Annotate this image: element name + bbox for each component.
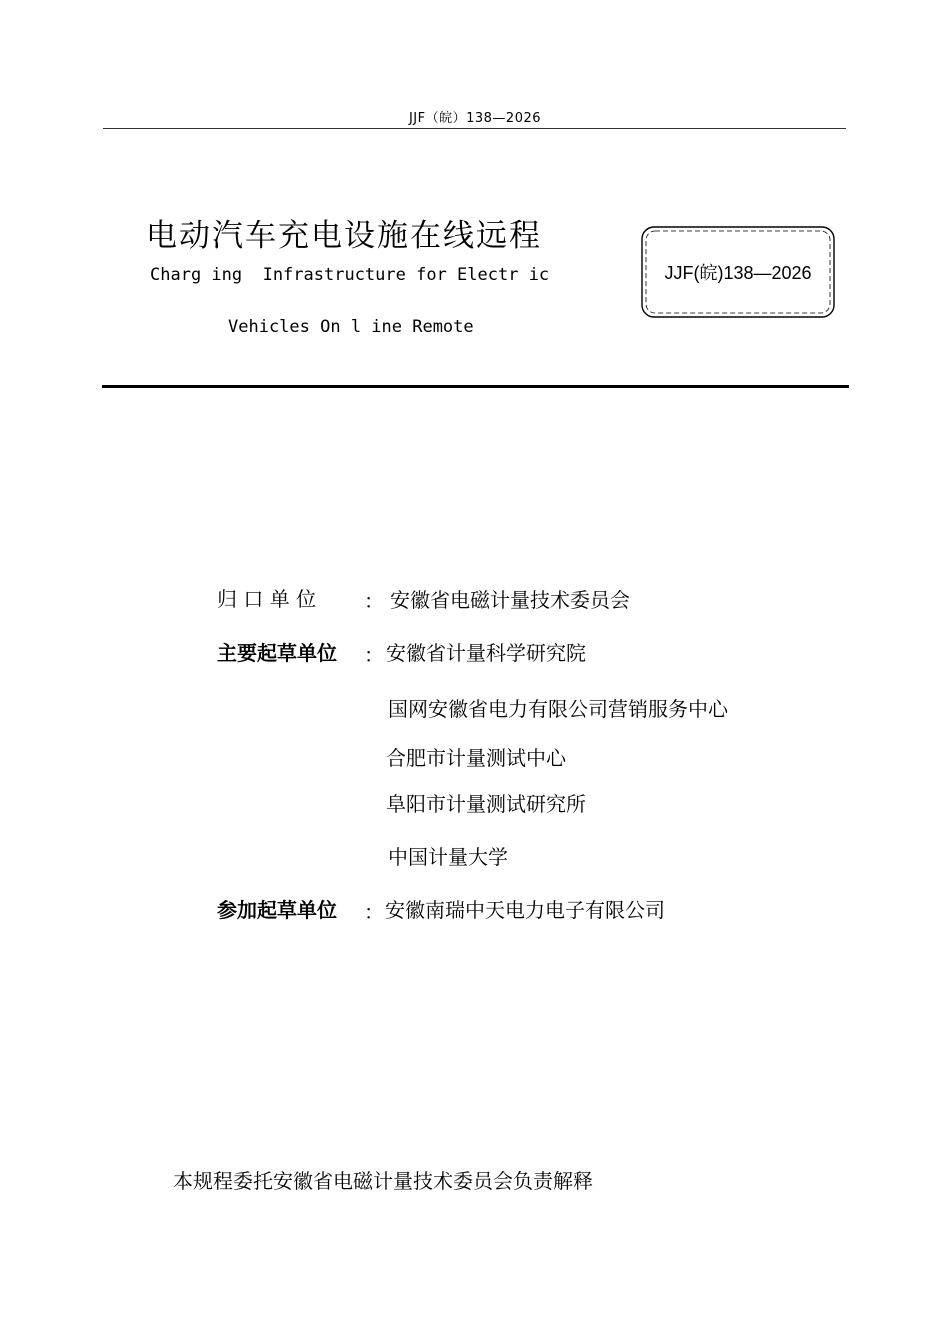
participating-drafters-colon: ：: [364, 900, 384, 924]
header-code: JJF（皖）138—2026: [408, 111, 542, 126]
title-divider: [102, 385, 849, 388]
main-drafter-item: 国网安徽省电力有限公司营销服务中心: [388, 697, 728, 721]
interpretation-note: 本规程委托安徽省电磁计量技术委员会负责解释: [173, 1169, 593, 1193]
responsible-unit-colon: ：: [364, 589, 384, 613]
main-drafters-colon: ：: [364, 643, 384, 667]
participating-drafters-label: 参加起草单位: [217, 898, 337, 922]
main-drafters-label: 主要起草单位: [217, 641, 337, 665]
code-box-text: JJF(皖)138—2026: [664, 263, 812, 283]
main-drafter-item: 阜阳市计量测试研究所: [386, 792, 586, 816]
participating-drafters-value: 安徽南瑞中天电力电子有限公司: [385, 898, 665, 922]
responsible-unit-label: 归 口 单 位: [217, 587, 317, 611]
responsible-unit-value: 安徽省电磁计量技术委员会: [390, 588, 630, 612]
main-drafter-item: 中国计量大学: [388, 845, 508, 869]
main-drafter-item: 合肥市计量测试中心: [386, 746, 566, 770]
document-title-chinese: 电动汽车充电设施在线远程: [146, 218, 542, 254]
document-title-english-line1: Charg ing Infrastructure for Electr ic: [150, 265, 550, 285]
main-drafter-item: 安徽省计量科学研究院: [386, 641, 586, 665]
code-box: [639, 224, 837, 320]
header-divider: [103, 128, 846, 129]
document-title-english-line2: Vehicles On l ine Remote: [228, 317, 474, 337]
